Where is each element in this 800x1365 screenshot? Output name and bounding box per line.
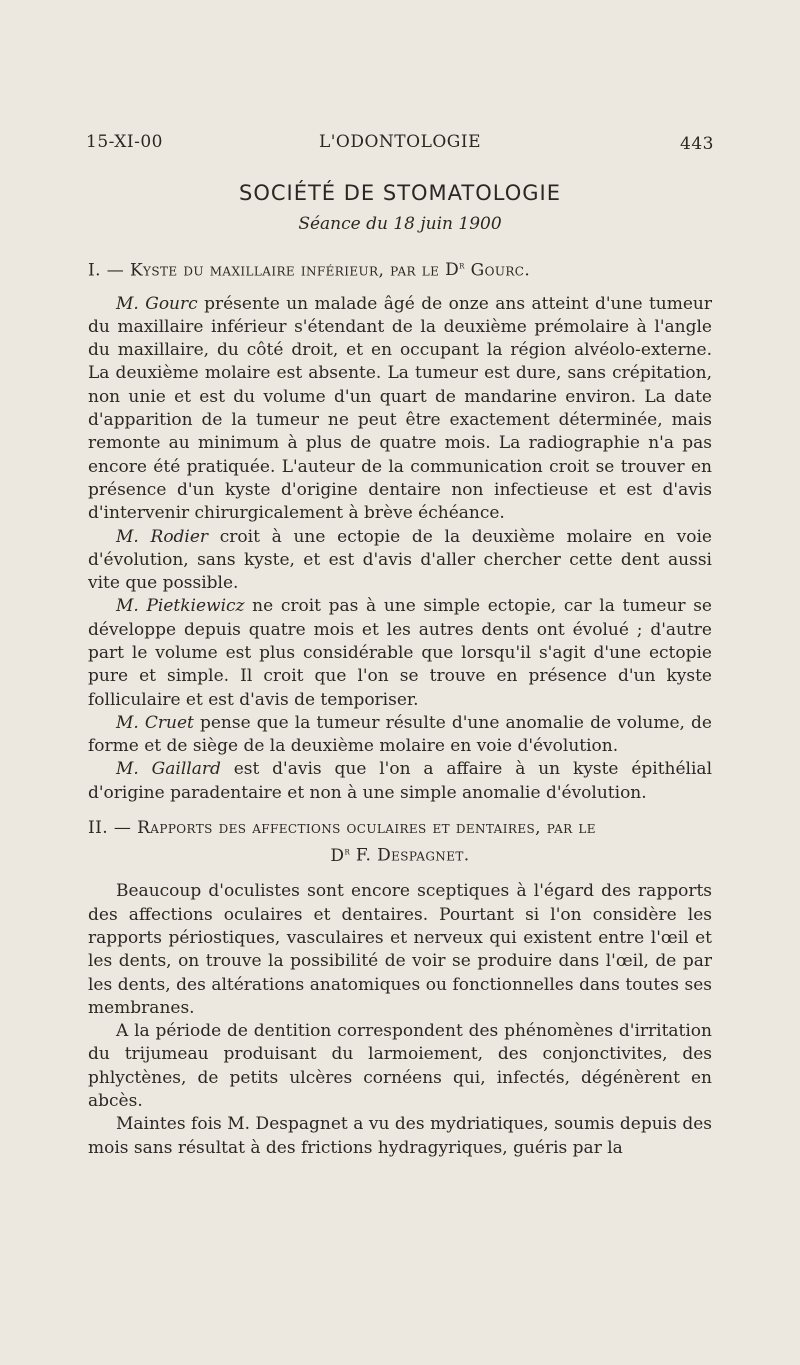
section-2-numeral: II. [88,818,109,839]
paragraph: M. Gaillard est d'avis que l'on a affaire à un kyste épithélial d'origine paradentaire et non à une simple anomalie d'évolution. [88,759,712,803]
paragraph: A la période de dentition correspondent des phénomènes d'irritation du trijumeau produisant du larmoiement, des conjonctivites, des phlyctènes, de petits ulcères cornéens qui, infectés, dégénèrent en abcès. [88,1021,712,1111]
section-2-dr: $D^r$ [330,846,351,867]
session-date: Séance du 18 juin 1900 [298,214,502,235]
running-header [86,130,714,156]
section-2-dash: — [113,818,132,839]
page-number: 443 [680,134,714,154]
section-2-title: Rapports des affections oculaires et dentaires, par le [137,818,596,839]
paragraph: M. Pietkiewicz ne croit pas à une simple ectopie, car la tumeur se développe depuis quatre mois et les autres dents ont évolué ; d'autre part le volume est plus considérable que lorsqu'il s'agit d'une ectopie pure et simple. Il croit que l'on se trouve en présence d'un kyste folliculaire et est d'avis de temporiser. [88,596,712,710]
section-2-author: F. Despagnet. [355,846,470,867]
section-2-byline [88,840,712,868]
paragraph: Maintes fois M. Despagnet a vu des mydriatiques, soumis depuis des mois sans résultat à des frictions hydragyriques, guéris par la [88,1114,712,1158]
section-1-dash: — [106,260,125,281]
journal-name: L'ODONTOLOGIE [318,132,482,152]
speaker: M. Rodier [116,526,209,547]
section-1-author: Gourc. [470,260,531,281]
section-1-dr: $D^r$ [445,260,465,281]
section-1-numeral: I. [88,260,101,281]
section-1-heading [88,255,712,283]
society-title: SOCIÉTÉ DE STOMATOLOGIE [239,181,561,205]
speaker: M. Gaillard [116,759,221,780]
speaker: M. Cruet [116,712,194,733]
paragraph: M. Gourc présente un malade âgé de onze ans atteint d'une tumeur du maxillaire inférieur s'étendant de la deuxième prémolaire à l'angle du maxillaire, du côté droit, et en occupant la région alvéolo-externe. La deuxième molaire est absente. La tumeur est dure, sans crépitation, non unie et est du volume d'un quart de mandarine environ. La date d'apparition de la tumeur ne peut être exactement déterminée, mais remonte au minimum à plus de quatre mois. La radiographie n'a pas encore été pratiquée. L'auteur de la communication croit se trouver en présence d'un kyste d'origine dentaire non infectieuse et est d'avis d'intervenir chirurgicalement à brève échéance. [88,293,712,524]
issue-date: 15-XI-00 [86,132,163,152]
page-body [88,182,712,1160]
paragraph: Beaucoup d'oculistes sont encore sceptiques à l'égard des rapports des affections oculaires et dentaires. Pourtant si l'on considère les rapports périostiques, vasculaires et nerveux qui existent entre l'œil et les dents, on trouve la possibilité de voir se produire dans l'œil, de par les dents, des altérations anatomiques ou fonctionnelles dans toutes ses membranes. [88,881,712,1018]
speaker: M. Pietkiewicz [116,596,245,617]
paragraph: M. Cruet pense que la tumeur résulte d'une anomalie de volume, de forme et de siège de la deuxième molaire en voie d'évolution. [88,712,712,757]
section-2-heading [88,817,712,840]
section-1-title: Kyste du maxillaire inférieur, par le [129,260,440,281]
speaker: M. Gourc [116,293,198,314]
paragraph: M. Rodier croit à une ectopie de la deuxième molaire en voie d'évolution, sans kyste, et est d'avis d'aller chercher cette dent aussi vite que possible. [88,526,712,594]
